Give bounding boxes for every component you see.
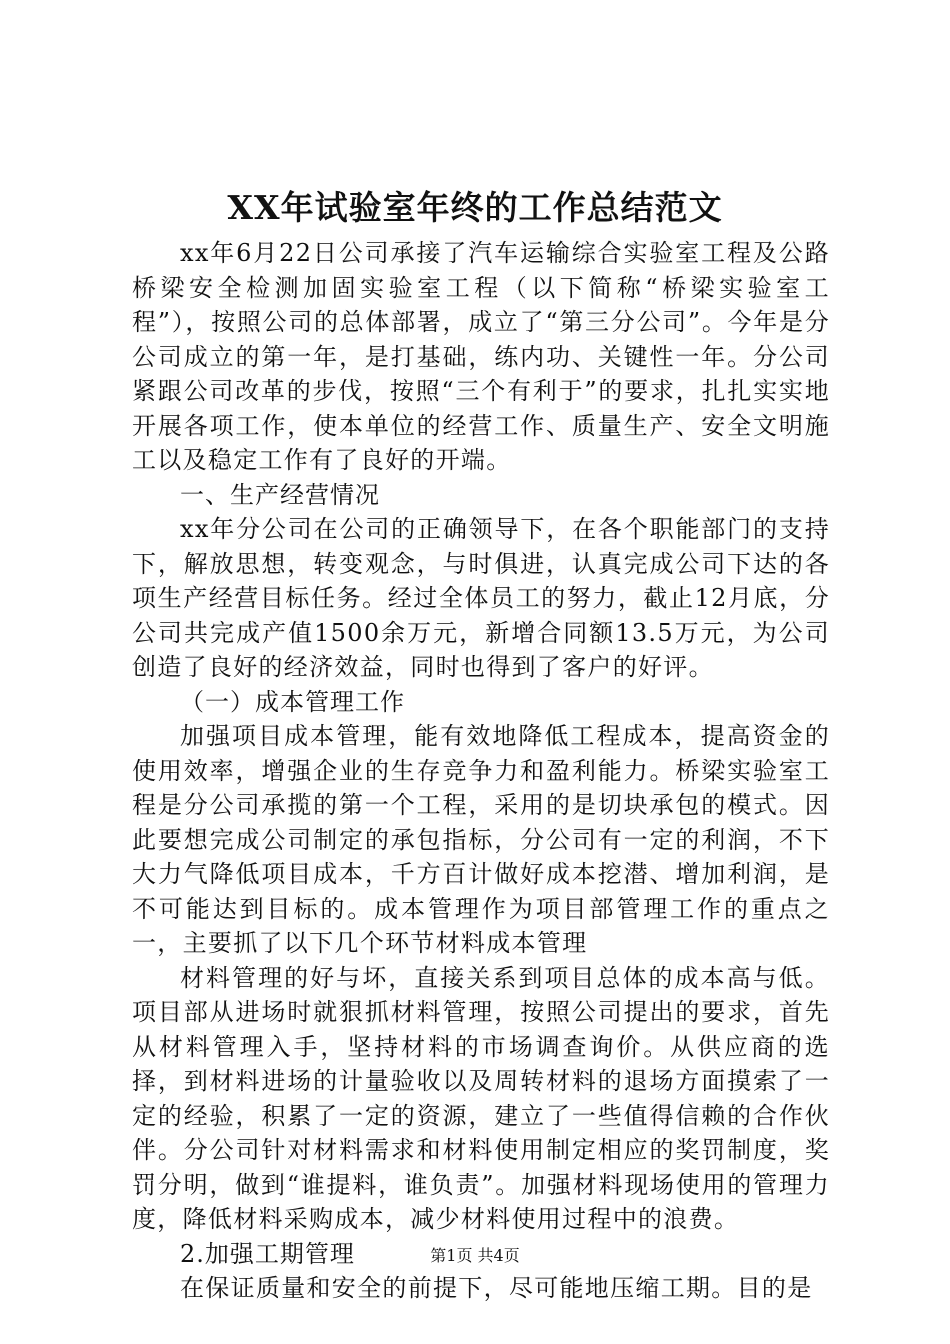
- production-paragraph: xx年分公司在公司的正确领导下，在各个职能部门的支持下，解放思想，转变观念，与时俱进，认真完成公司下达的各项生产经营目标任务。经过全体员工的努力，截止12月底，分公司共完成产值1500余万元，新增合同额13.5万元，为公司创造了良好的经济效益，同时也得到了客户的好评。: [132, 515, 830, 681]
- cost-paragraph: 加强项目成本管理，能有效地降低工程成本，提高资金的使用效率，增强企业的生存竞争力和盈利能力。桥梁实验室工程是分公司承揽的第一个工程，采用的是切块承包的模式。因此要想完成公司制定的承包指标，分公司有一定的利润，不下大力气降低项目成本，千方百计做好成本挖潜、增加利润，是不可能达到目标的。成本管理作为项目部管理工作的重点之一，主要抓了以下几个环节材料成本管理: [132, 722, 830, 957]
- intro-paragraph: xx年6月22日公司承接了汽车运输综合实验室工程及公路桥梁安全检测加固实验室工程（以下简称“桥梁实验室工程”），按照公司的总体部署，成立了“第三分公司”。今年是分公司成立的第一年，是打基础，练内功、关键性一年。分公司紧跟公司改革的步伐，按照“三个有利于”的要求，扎扎实实地开展各项工作，使本单位的经营工作、质量生产、安全文明施工以及稳定工作有了良好的开端。: [132, 239, 830, 474]
- material-paragraph: 材料管理的好与坏，直接关系到项目总体的成本高与低。项目部从进场时就狠抓材料管理，按照公司提出的要求，首先从材料管理入手，坚持材料的市场调查询价。从供应商的选择，到材料进场的计量验收以及周转材料的退场方面摸索了一定的经验，积累了一定的资源，建立了一些值得信赖的合作伙伴。分公司针对材料需求和材料使用制定相应的奖罚制度，奖罚分明，做到“谁提料，谁负责”。加强材料现场使用的管理力度，降低材料采购成本，减少材料使用过程中的浪费。: [132, 963, 830, 1233]
- page-number-footer: 第1页 共4页: [430, 1246, 520, 1265]
- schedule-paragraph: 在保证质量和安全的前提下，尽可能地压缩工期。目的是: [180, 1274, 813, 1302]
- section-heading-production: 一、生产经营情况: [180, 480, 380, 509]
- subsection-heading-cost: （一）成本管理工作: [180, 687, 405, 716]
- document-title: XX年试验室年终的工作总结范文: [227, 188, 723, 227]
- document-body: [132, 236, 830, 1306]
- subsection-heading-schedule: 2.加强工期管理: [180, 1239, 355, 1268]
